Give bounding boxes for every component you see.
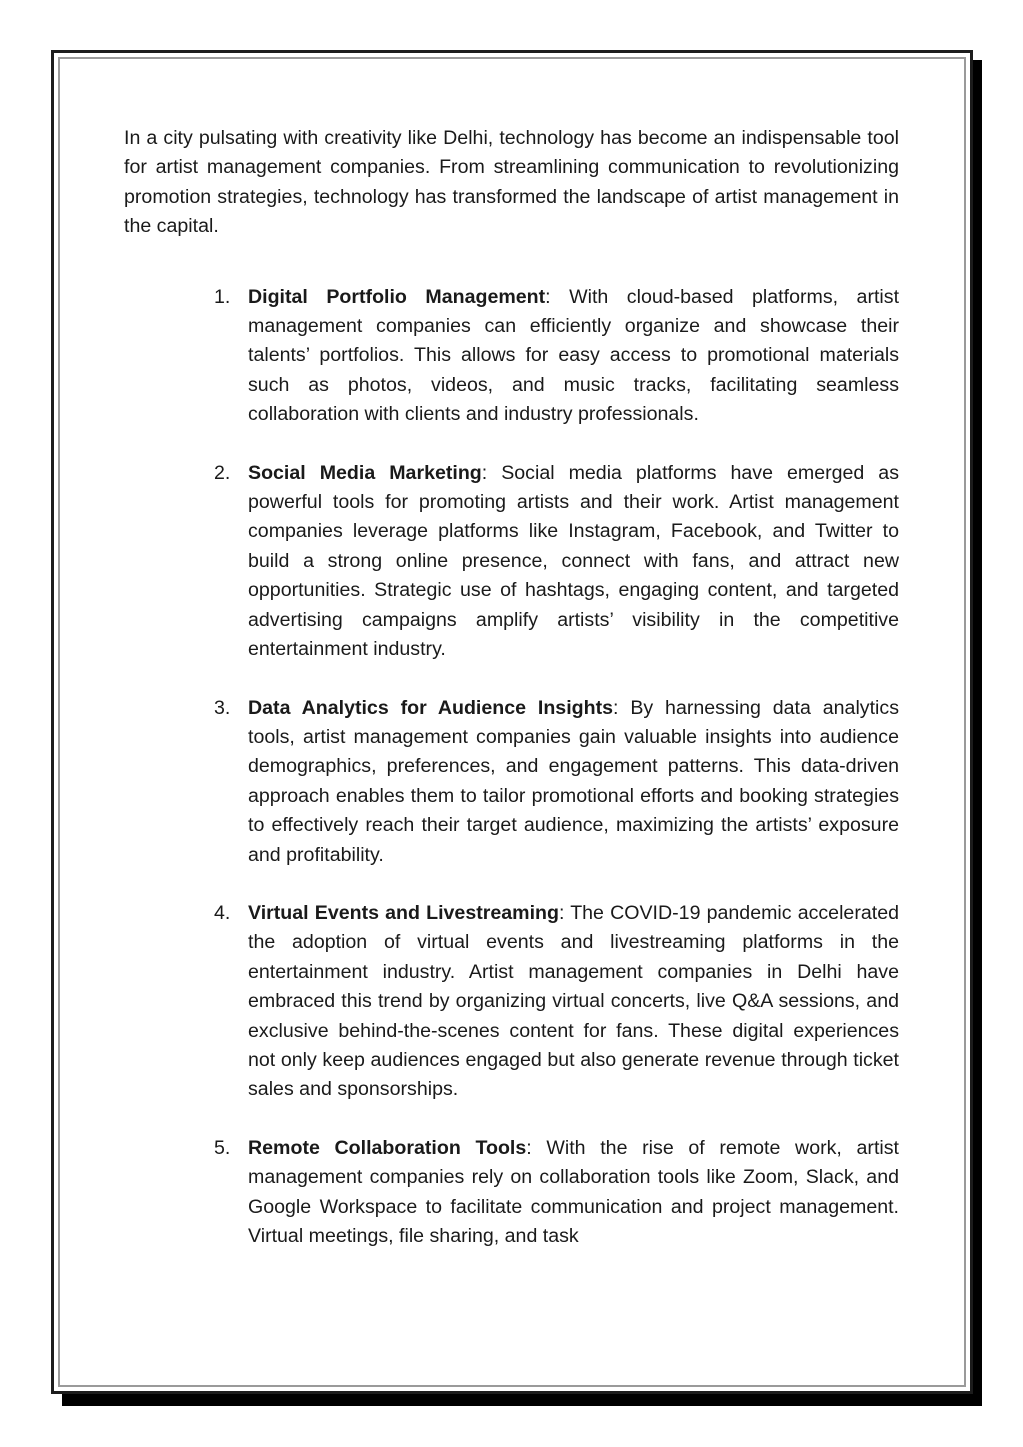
list-item-text: : By harnessing data analytics tools, artist management companies gain valuable insights into audience demographics, preferences, and engagement patterns. This data-driven approach enables them to tailor promotional efforts and booking strategies to effectively reach their target audience, maximizing the artists’ exposure and profitability. [248,696,899,866]
list-item-number: 2. [214,461,231,484]
list-item-title: Data Analytics for Audience Insights [248,696,614,719]
list-item-title: Social Media Marketing [248,461,482,484]
list-item-text: : The COVID-19 pandemic accelerated the adoption of virtual events and livestreaming platforms in the entertainment industry. Artist management companies in Delhi have embraced this trend by organizing virtual concerts, live Q&A sessions, and exclusive behind-the-scenes content for fans. These digital experiences not only keep audiences engaged but also generate revenue through ticket sales and sponsorships. [248,901,899,1101]
list-item [124,283,899,430]
list-item-title: Virtual Events and Livestreaming [248,901,559,924]
list-item [124,1134,899,1252]
list-item-number: 1. [214,285,231,308]
list-item-title: Digital Portfolio Management [248,285,546,308]
list-item-number: 4. [214,901,231,924]
intro-paragraph: In a city pulsating with creativity like Delhi, technology has become an indispensable tool for artist management companies. From streamlining communication to revolutionizing promotion strategies, technology has transformed the landscape of artist management in the capital. [124,127,899,238]
list-item-title: Remote Collaboration Tools [248,1136,527,1159]
list-item-text: : Social media platforms have emerged as powerful tools for promoting artists and their work. Artist management companies leverage platforms like Instagram, Facebook, and Twitter to build a strong online presence, connect with fans, and attract new opportunities. Strategic use of hashtags, engaging content, and targeted advertising campaigns amplify artists’ visibility in the competitive entertainment industry. [248,461,899,661]
list-item-text: : With cloud-based platforms, artist management companies can efficiently organize and showcase their talents’ portfolios. This allows for easy access to promotional materials such as photos, videos, and music tracks, facilitating seamless collaboration with clients and industry professionals. [248,285,900,426]
list-item-number: 3. [214,696,231,719]
list-item [124,899,899,1105]
list-item-number: 5. [214,1136,231,1159]
list-item [124,459,899,665]
document-body [124,124,899,1280]
list-item-text: : With the rise of remote work, artist management companies rely on collaboration tools like Zoom, Slack, and Google Workspace to facilitate communication and project management. Virtual meetings, file sharing, and task [248,1136,899,1247]
technology-list [124,283,899,1252]
list-item [124,694,899,870]
